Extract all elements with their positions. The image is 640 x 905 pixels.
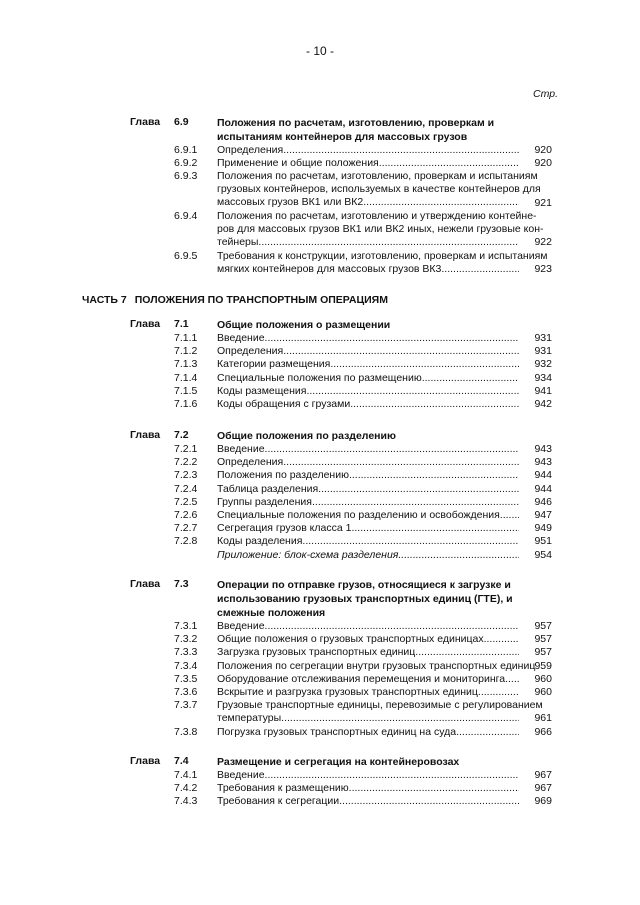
entry-number: 6.9.1 bbox=[174, 144, 198, 156]
leader-dots bbox=[422, 372, 519, 385]
entry-title-line bbox=[217, 345, 519, 358]
leader-dots bbox=[339, 795, 519, 808]
entry-number: 7.2.6 bbox=[174, 509, 198, 521]
entry-title bbox=[217, 332, 519, 345]
entry-title-line bbox=[217, 157, 519, 170]
entry-number: 7.3.7 bbox=[174, 699, 198, 712]
entry-title-line bbox=[217, 659, 536, 673]
leader-dots bbox=[350, 398, 519, 411]
entry-page: 932 bbox=[534, 358, 552, 371]
entry-title-line bbox=[217, 522, 519, 535]
entry-title bbox=[217, 686, 519, 699]
part-title: ПОЛОЖЕНИЯ ПО ТРАНСПОРТНЫМ ОПЕРАЦИЯМ bbox=[134, 294, 388, 306]
entry-text: Положения по сегрегации внутри грузовых транспортных единиц bbox=[217, 659, 536, 672]
entry-title bbox=[217, 358, 519, 371]
entry-page: 921 bbox=[534, 196, 552, 209]
entry-page: 961 bbox=[534, 712, 552, 725]
chapter-label: Глава bbox=[130, 755, 161, 767]
entry-number: 7.1.4 bbox=[174, 371, 198, 384]
chapter-label: Глава bbox=[130, 429, 161, 441]
page-column-label: Стр. bbox=[533, 88, 558, 100]
leader-dots bbox=[283, 144, 519, 157]
entry-page: 957 bbox=[534, 633, 552, 646]
entry-title-line bbox=[217, 443, 519, 456]
entry-title-line bbox=[217, 633, 519, 646]
entry-text: Загрузка грузовых транспортных единиц bbox=[217, 646, 416, 659]
entry-number: 7.2.7 bbox=[174, 522, 198, 535]
entry-title-line bbox=[217, 509, 519, 522]
entry-title bbox=[217, 535, 519, 548]
chapter-number: 7.2 bbox=[174, 429, 189, 441]
entry-number: 7.4.2 bbox=[174, 782, 198, 795]
entry-title bbox=[217, 659, 536, 673]
entry-text: ров для массовых грузов ВК1 или ВК2 иных, нежели грузовые кон- bbox=[217, 223, 544, 235]
chapter-title-line: Операции по отправке грузов, относящиеся к загрузке и bbox=[217, 579, 511, 591]
leader-dots bbox=[283, 456, 519, 469]
leader-dots bbox=[265, 332, 519, 345]
entry-title bbox=[217, 673, 519, 686]
entry-title-line bbox=[217, 223, 544, 236]
entry-page: 923 bbox=[534, 262, 552, 275]
entry-title-line bbox=[217, 263, 519, 276]
entry-page: 959 bbox=[534, 659, 552, 672]
entry-text: грузовых контейнеров, используемых в качестве контейнеров для bbox=[217, 183, 541, 196]
entry-title bbox=[217, 769, 519, 782]
entry-title bbox=[217, 345, 519, 358]
entry-text: Сегрегация грузов класса 1 bbox=[217, 522, 352, 535]
chapter-title-line: смежные положения bbox=[217, 607, 326, 619]
entry-title-line bbox=[217, 673, 519, 686]
entry-title bbox=[217, 496, 519, 509]
entry-page: 931 bbox=[534, 345, 552, 358]
entry-text: Положения по расчетам, изготовлению и утверждению контейне- bbox=[217, 210, 537, 222]
entry-number: 7.3.6 bbox=[174, 686, 198, 698]
leader-dots bbox=[283, 345, 519, 358]
leader-dots bbox=[281, 712, 519, 725]
chapter-title-line: Размещение и сегрегация на контейнеровозах bbox=[217, 756, 460, 768]
entry-text: Вскрытие и разгрузка грузовых транспортных единиц bbox=[217, 686, 478, 698]
leader-dots bbox=[318, 483, 519, 496]
entry-text: мягких контейнеров для массовых грузов ВК3 bbox=[217, 262, 442, 275]
chapter-label: Глава bbox=[130, 116, 161, 128]
entry-text: Оборудование отслеживания перемещения и мониторинга bbox=[217, 672, 506, 685]
leader-dots bbox=[484, 633, 519, 646]
leader-dots bbox=[351, 522, 519, 535]
entry-title-line bbox=[217, 646, 519, 659]
entry-number: 7.3.5 bbox=[174, 672, 198, 685]
entry-number: 7.1.6 bbox=[174, 398, 198, 410]
entry-page: 957 bbox=[534, 646, 552, 659]
chapter-title bbox=[217, 116, 507, 144]
entry-number: 6.9.4 bbox=[174, 210, 198, 222]
entry-number: 7.3.4 bbox=[174, 659, 198, 672]
leader-dots bbox=[306, 385, 519, 398]
entry-page: 944 bbox=[534, 482, 552, 495]
entry-text: Приложение: блок-схема разделения bbox=[217, 548, 399, 561]
entry-number: 7.3.8 bbox=[174, 725, 198, 738]
chapter-title-line: Положения по расчетам, изготовлению, проверкам и bbox=[217, 117, 495, 129]
entry-title bbox=[217, 144, 519, 157]
entry-title-line bbox=[217, 769, 519, 782]
leader-dots bbox=[441, 263, 519, 276]
entry-title-line bbox=[217, 699, 543, 712]
chapter-number: 7.1 bbox=[174, 318, 189, 330]
entry-title-line bbox=[217, 549, 519, 562]
entry-page: 944 bbox=[534, 469, 552, 482]
entry-number: 7.3.2 bbox=[174, 633, 198, 646]
entry-number: 7.1.2 bbox=[174, 345, 198, 358]
entry-title-line bbox=[217, 456, 519, 469]
leader-dots bbox=[505, 673, 519, 686]
entry-number: 7.4.3 bbox=[174, 795, 198, 808]
chapter-title bbox=[217, 578, 513, 620]
entry-title bbox=[217, 469, 519, 482]
entry-text: Применение и общие положения bbox=[217, 157, 379, 170]
entry-page: 934 bbox=[534, 371, 552, 384]
entry-text: Категории размещения bbox=[217, 358, 331, 371]
entry-text: Определения bbox=[217, 456, 284, 469]
entry-text: Коды обращения с грузами bbox=[217, 398, 351, 410]
part-label: ЧАСТЬ 7 bbox=[82, 294, 127, 306]
entry-title-line bbox=[217, 398, 519, 411]
entry-page: 943 bbox=[534, 456, 552, 469]
leader-dots bbox=[500, 509, 519, 522]
chapter-label: Глава bbox=[130, 578, 161, 590]
entry-page: 967 bbox=[534, 782, 552, 795]
entry-title bbox=[217, 157, 519, 170]
chapter-title-line: Общие положения о размещении bbox=[217, 319, 391, 331]
entry-page: 954 bbox=[534, 548, 552, 561]
leader-dots bbox=[302, 535, 519, 548]
entry-title bbox=[217, 620, 519, 633]
entry-text: Группы разделения bbox=[217, 495, 312, 508]
entry-page: 966 bbox=[534, 725, 552, 738]
entry-page: 967 bbox=[534, 769, 552, 781]
entry-text: тейнеры bbox=[217, 236, 259, 248]
entry-title-line bbox=[217, 358, 519, 371]
entry-text: Требования к размещению bbox=[217, 782, 349, 795]
entry-title-line bbox=[217, 469, 519, 482]
entry-title-line bbox=[217, 144, 519, 157]
entry-text: Коды размещения bbox=[217, 384, 307, 397]
entry-text: Погрузка грузовых транспортных единиц на суда bbox=[217, 725, 457, 738]
entry-title-line bbox=[217, 210, 537, 223]
entry-title-line bbox=[217, 332, 519, 345]
chapter-label: Глава bbox=[130, 318, 161, 330]
leader-dots bbox=[349, 782, 519, 795]
entry-page: 941 bbox=[534, 384, 552, 397]
chapter-title bbox=[217, 318, 507, 332]
chapter-number: 6.9 bbox=[174, 116, 189, 128]
leader-dots bbox=[330, 358, 519, 371]
entry-title bbox=[217, 483, 519, 496]
entry-page: 942 bbox=[534, 398, 552, 410]
entry-title bbox=[217, 782, 519, 795]
leader-dots bbox=[312, 496, 519, 509]
entry-page: 949 bbox=[534, 522, 552, 535]
entry-text: Требования к сегрегации bbox=[217, 795, 340, 808]
entry-title bbox=[217, 385, 519, 398]
entry-number: 7.2.1 bbox=[174, 443, 198, 455]
part-heading bbox=[82, 294, 562, 306]
entry-page: 960 bbox=[534, 672, 552, 685]
entry-text: Положения по расчетам, изготовлению, проверкам и испытаниям bbox=[217, 170, 538, 183]
entry-text: температуры bbox=[217, 712, 282, 725]
leader-dots bbox=[349, 469, 519, 482]
entry-number: 7.1.3 bbox=[174, 358, 198, 371]
entry-title-line bbox=[217, 726, 519, 739]
entry-title bbox=[217, 549, 519, 562]
chapter-title bbox=[217, 429, 507, 443]
entry-title-line bbox=[217, 782, 519, 795]
entry-text: Введение bbox=[217, 443, 265, 455]
entry-text: Грузовые транспортные единицы, перевозимые с регулированием bbox=[217, 699, 543, 712]
entry-title-line bbox=[217, 483, 519, 496]
entry-text: Специальные положения по разделению и освобождения bbox=[217, 509, 500, 521]
leader-dots bbox=[265, 620, 519, 633]
leader-dots bbox=[265, 769, 519, 782]
chapter-number: 7.3 bbox=[174, 578, 189, 590]
leader-dots bbox=[379, 157, 519, 170]
entry-page: 946 bbox=[534, 495, 552, 508]
entry-title-line bbox=[217, 686, 519, 699]
leader-dots bbox=[363, 196, 519, 209]
entry-title-line bbox=[217, 712, 519, 725]
entry-title bbox=[217, 443, 519, 456]
entry-page: 947 bbox=[534, 509, 552, 521]
entry-text: Специальные положения по размещению bbox=[217, 371, 422, 384]
entry-title bbox=[217, 646, 519, 659]
entry-title-line bbox=[217, 385, 519, 398]
entry-number: 7.2.5 bbox=[174, 495, 198, 508]
entry-page: 931 bbox=[534, 332, 552, 344]
entry-title bbox=[217, 795, 519, 808]
entry-title-line bbox=[217, 249, 548, 263]
chapter-title bbox=[217, 755, 507, 769]
entry-title-line bbox=[217, 236, 519, 249]
chapter-title-line: использованию грузовых транспортных единиц (ГТЕ), и bbox=[217, 593, 513, 605]
page-number: - 10 - bbox=[305, 44, 334, 58]
entry-title bbox=[217, 509, 519, 522]
entry-page: 922 bbox=[534, 236, 552, 249]
entry-text: Положения по разделению bbox=[217, 469, 349, 482]
entry-number: 7.2.8 bbox=[174, 535, 198, 548]
chapter-title-line: Общие положения по разделению bbox=[217, 430, 396, 442]
entry-page: 969 bbox=[534, 795, 552, 808]
entry-title bbox=[217, 398, 519, 411]
entry-number: 7.4.1 bbox=[174, 769, 198, 781]
chapter-title-line: испытаниям контейнеров для массовых грузов bbox=[217, 131, 468, 143]
entry-number: 6.9.5 bbox=[174, 249, 198, 262]
leader-dots bbox=[265, 443, 519, 456]
entry-text: Таблица разделения bbox=[217, 482, 319, 495]
entry-text: Введение bbox=[217, 332, 265, 344]
entry-page: 943 bbox=[534, 443, 552, 455]
entry-page: 920 bbox=[534, 157, 552, 170]
entry-page: 920 bbox=[534, 144, 552, 156]
entry-number: 7.2.4 bbox=[174, 482, 198, 495]
entry-page: 960 bbox=[534, 686, 552, 698]
entry-number: 6.9.2 bbox=[174, 157, 198, 170]
entry-number: 7.1.5 bbox=[174, 384, 198, 397]
entry-text: массовых грузов ВК1 или ВК2 bbox=[217, 196, 364, 209]
entry-text: Общие положения о грузовых транспортных единицах bbox=[217, 633, 484, 646]
entry-text: Определения bbox=[217, 144, 284, 156]
leader-dots bbox=[398, 549, 519, 562]
chapter-number: 7.4 bbox=[174, 755, 189, 767]
entry-title-line bbox=[217, 196, 519, 209]
entry-title-line bbox=[217, 496, 519, 509]
entry-title-line bbox=[217, 170, 538, 183]
entry-title bbox=[217, 456, 519, 469]
entry-number: 7.2.2 bbox=[174, 456, 198, 469]
entry-text: Коды разделения bbox=[217, 535, 303, 548]
entry-page: 957 bbox=[534, 620, 552, 632]
leader-dots bbox=[258, 236, 519, 249]
entry-title-line bbox=[217, 620, 519, 633]
leader-dots bbox=[478, 686, 519, 699]
leader-dots bbox=[456, 726, 519, 739]
entry-text: Требования к конструкции, изготовлению, проверкам и испытаниям bbox=[217, 249, 548, 262]
leader-dots bbox=[415, 646, 519, 659]
entry-number: 6.9.3 bbox=[174, 170, 198, 183]
entry-title-line bbox=[217, 183, 541, 196]
entry-title bbox=[217, 372, 519, 385]
entry-title-line bbox=[217, 795, 519, 808]
entry-title bbox=[217, 633, 519, 646]
entry-page: 951 bbox=[534, 535, 552, 548]
entry-text: Введение bbox=[217, 620, 265, 632]
entry-title-line bbox=[217, 372, 519, 385]
entry-text: Определения bbox=[217, 345, 284, 358]
entry-title bbox=[217, 170, 541, 209]
entry-number: 7.1.1 bbox=[174, 332, 198, 344]
entry-text: Введение bbox=[217, 769, 265, 781]
entry-number: 7.3.1 bbox=[174, 620, 198, 632]
entry-title bbox=[217, 726, 519, 739]
entry-number: 7.3.3 bbox=[174, 646, 198, 659]
entry-title bbox=[217, 522, 519, 535]
entry-number: 7.2.3 bbox=[174, 469, 198, 482]
entry-title-line bbox=[217, 535, 519, 548]
